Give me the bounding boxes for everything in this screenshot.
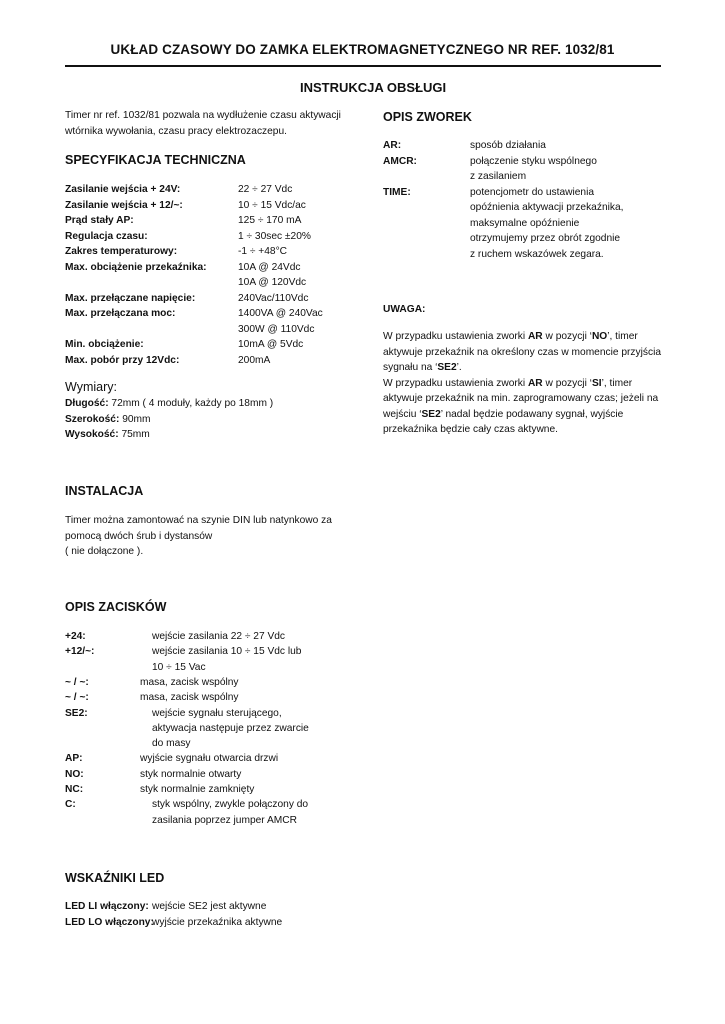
terminals-heading: OPIS ZACISKÓW bbox=[65, 600, 167, 614]
leds-heading: WSKAŹNIKI LED bbox=[65, 871, 165, 885]
dimension-row: Długość: 72mm ( 4 moduły, każdy po 18mm ) bbox=[65, 398, 274, 409]
installation-paragraph: Timer można zamontować na szynie DIN lub natynkowo za pomocą dwóch śrub i dystansów ( nie dołączone ). bbox=[65, 515, 332, 557]
spec-heading: SPECYFIKACJA TECHNICZNA bbox=[65, 153, 246, 167]
note-heading: UWAGA: bbox=[383, 304, 426, 315]
note-paragraph: W przypadku ustawienia zworki AR w pozycji ‘NO’, timer aktywuje przekaźnik na określony czas w momencie przyjścia sygnału na ‘SE2’. W przypadku ustawienia zworki AR w pozycji ‘SI’, timer aktywuje przekaźnik na min. zaprogramowany czas; jeżeli na wejściu ‘SE2’ nadal będzie podawany sygnał, wyjście przekaźnika będzie cały czas aktywne. bbox=[383, 331, 661, 435]
dimension-row: Szerokość: 90mm bbox=[65, 413, 151, 425]
leds-table: LED LI włączony: wejście SE2 jest aktywne LED LO włączony: wyjście przekaźnika aktywne bbox=[65, 901, 283, 928]
dimensions-heading: Wymiary: bbox=[65, 380, 117, 394]
document-subtitle: INSTRUKCJA OBSŁUGI bbox=[300, 80, 447, 95]
dimensions-list bbox=[65, 396, 273, 443]
document-title: UKŁAD CZASOWY DO ZAMKA ELEKTROMAGNETYCZNEGO NR REF. 1032/81 bbox=[110, 42, 615, 57]
dimension-row: Wysokość: 75mm bbox=[65, 429, 150, 440]
jumpers-heading: OPIS ZWOREK bbox=[383, 110, 472, 124]
installation-heading: INSTALACJA bbox=[65, 484, 144, 498]
terminals-table: +24: wejście zasilania 22 ÷ 27 Vdc +12/~: wejście zasilania 10 ÷ 15 Vdc lub 10 ÷ 15 Vac ~ / ~: masa, zacisk wspólny ~ / ~: masa, zacisk wspólny SE2: wejście sygnału sterującego, aktywacja następuje przez zwarcie do masy AP: wyjście sygnału otwarcia drzwi NO: styk normalnie otwarty NC: styk normalnie zamknięty C: styk wspólny, zwykle połączony do zasilania poprzez jumper AMCR bbox=[65, 631, 309, 826]
title-divider bbox=[65, 65, 661, 67]
intro-paragraph: Timer nr ref. 1032/81 pozwala na wydłużenie czasu aktywacji wtórnika wywołania, czasu pracy elektrozaczepu. bbox=[65, 110, 341, 137]
jumpers-table: AR: sposób działania AMCR: połączenie styku wspólnego z zasilaniem TIME: potencjometr do ustawienia opóźnienia aktywacji przekaźnika, maksymalne opóźnienie otrzymujemy przez obrót zgodnie z ruchem wskazówek zegara. bbox=[383, 140, 624, 260]
spec-table: Zasilanie wejścia + 24V: 22 ÷ 27 Vdc Zasilanie wejścia + 12/~: 10 ÷ 15 Vdc/ac Prąd stały AP: 125 ÷ 170 mA Regulacja czasu: 1 ÷ 30sec ±20% Zakres temperaturowy: -1 ÷ +48°C Max. obciążenie przekaźnika: 10A @ 24Vdc 10A @ 120Vdc Max. przełączane napięcie: 240Vac/110Vdc Max. przełączana moc: 1400VA @ 240Vac 300W @ 110Vdc Min. obciążenie: 10mA @ 5Vdc Max. pobór przy 12Vdc: 200mA bbox=[65, 184, 323, 366]
